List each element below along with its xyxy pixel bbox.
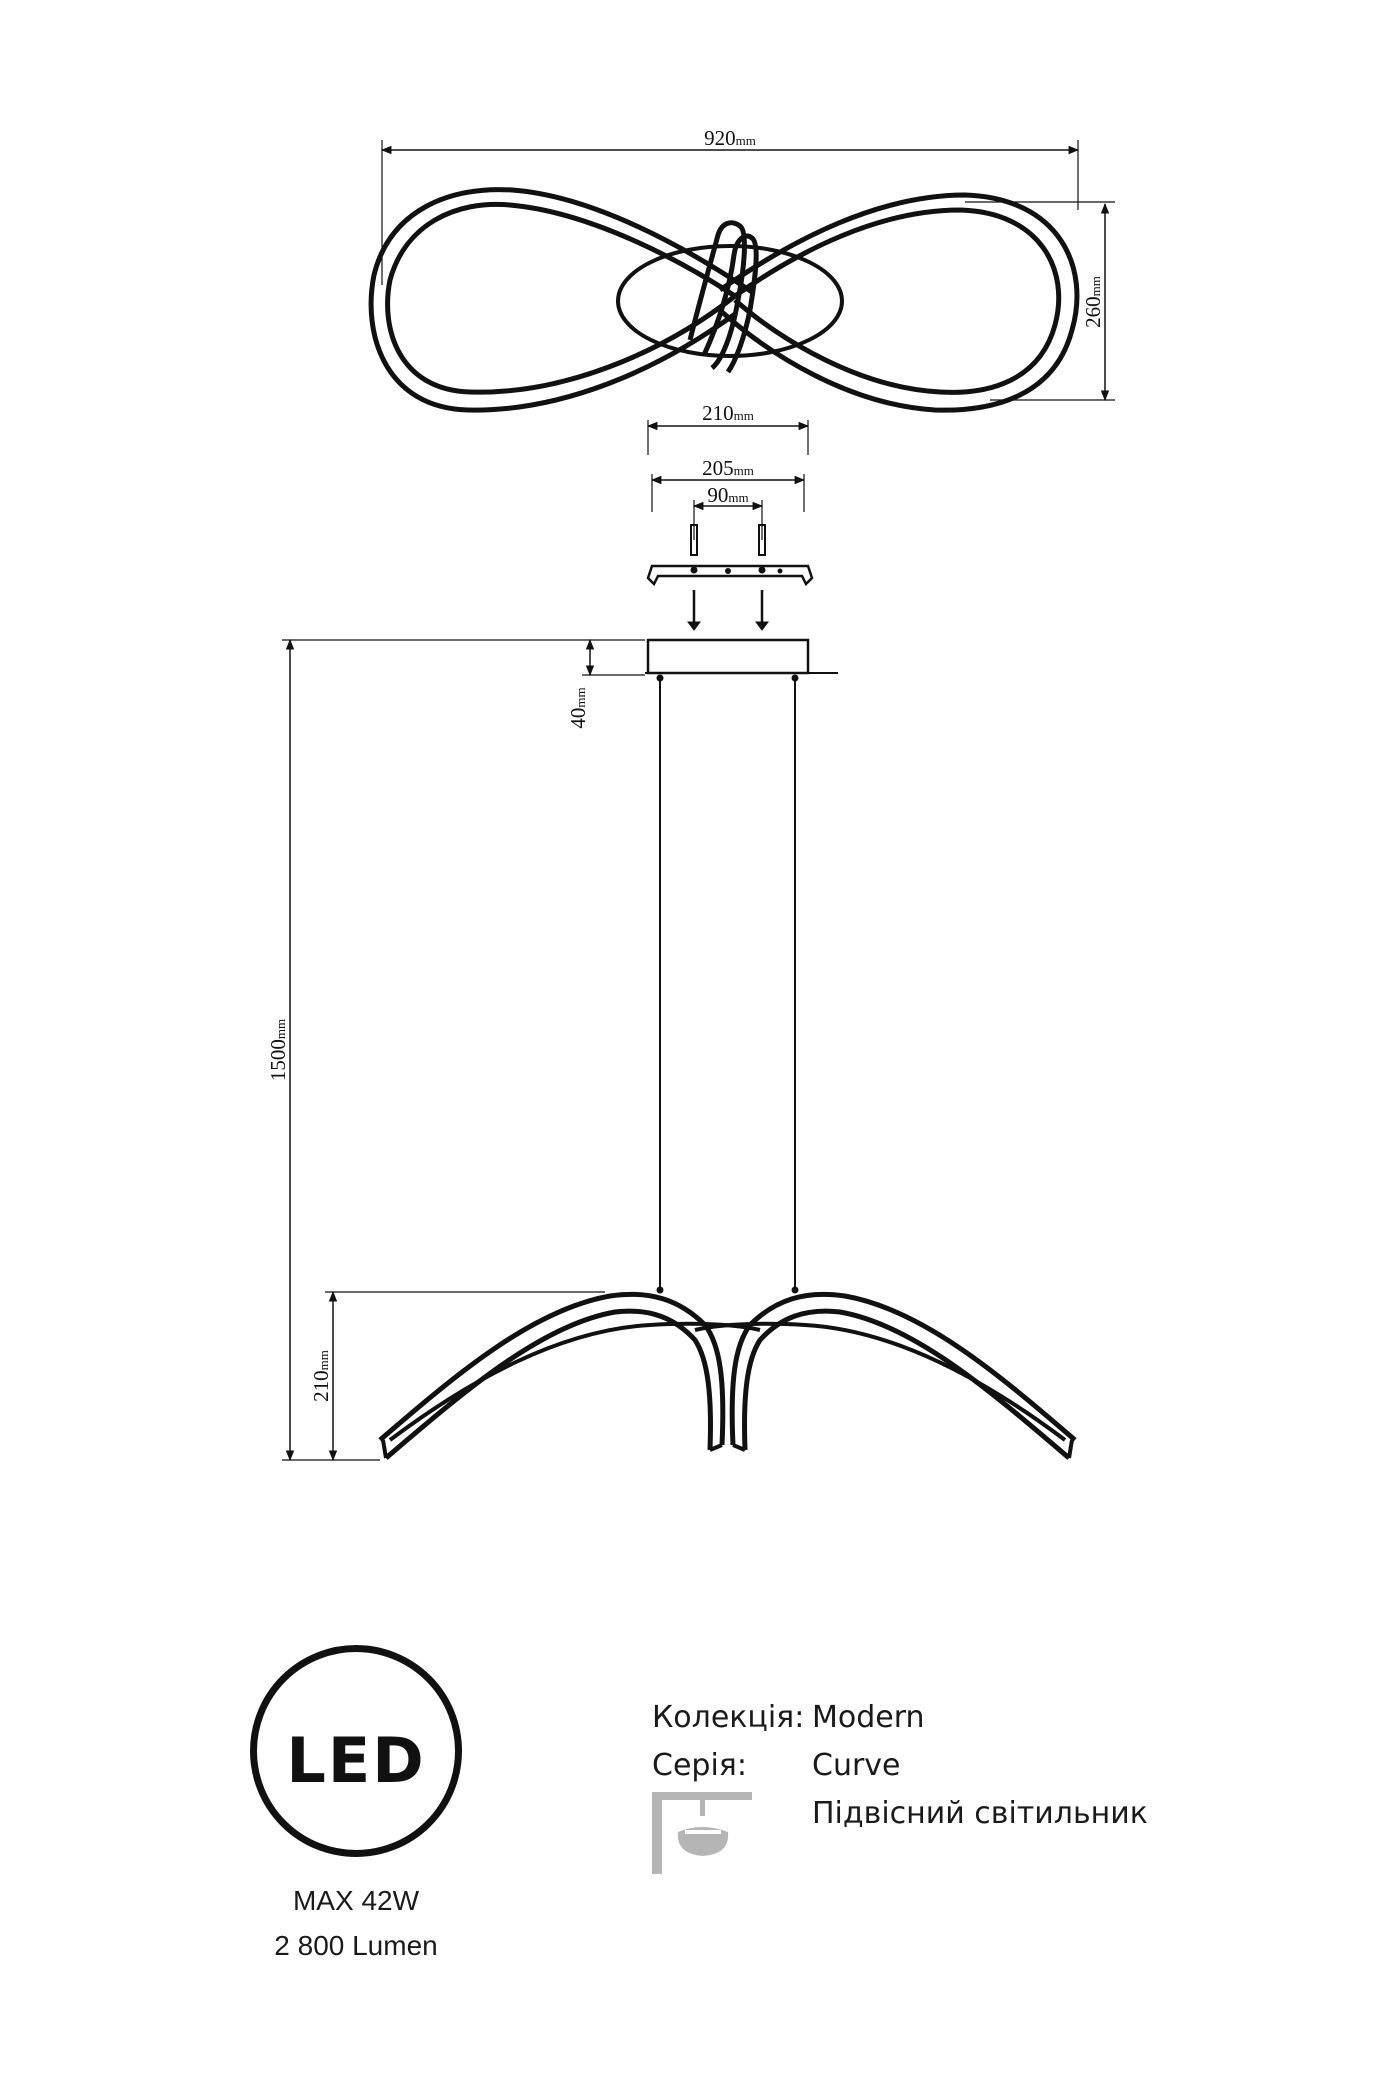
total-height-label: 1500mm — [266, 1018, 290, 1082]
lumen-spec: 2 800 Lumen — [274, 1930, 438, 1961]
depth-label: 260mm — [1081, 276, 1105, 328]
side-view — [282, 640, 1075, 1460]
width-label: 920mm — [704, 126, 756, 150]
pendant-lamp-icon — [650, 1790, 760, 1876]
led-logo — [250, 1645, 462, 1857]
mounting-bracket — [648, 420, 812, 630]
series-value: Curve — [812, 1748, 901, 1783]
body-height-label: 210mm — [309, 1350, 333, 1402]
collection-value: Modern — [812, 1700, 925, 1735]
top-view — [371, 140, 1115, 410]
collection-label: Колекція: — [652, 1700, 805, 1735]
series-label: Серія: — [652, 1748, 747, 1783]
led-logo-text: LED — [286, 1724, 426, 1797]
dimension-labels — [266, 126, 1105, 1402]
type-value: Підвісний світильник — [812, 1796, 1148, 1831]
bracket-holes-label: 205mm — [702, 456, 754, 480]
screw-spacing-label: 90mm — [707, 483, 749, 507]
bracket-outer-label: 210mm — [702, 401, 754, 425]
power-spec: MAX 42W — [292, 1885, 420, 1916]
canopy-height-label: 40mm — [566, 687, 590, 729]
